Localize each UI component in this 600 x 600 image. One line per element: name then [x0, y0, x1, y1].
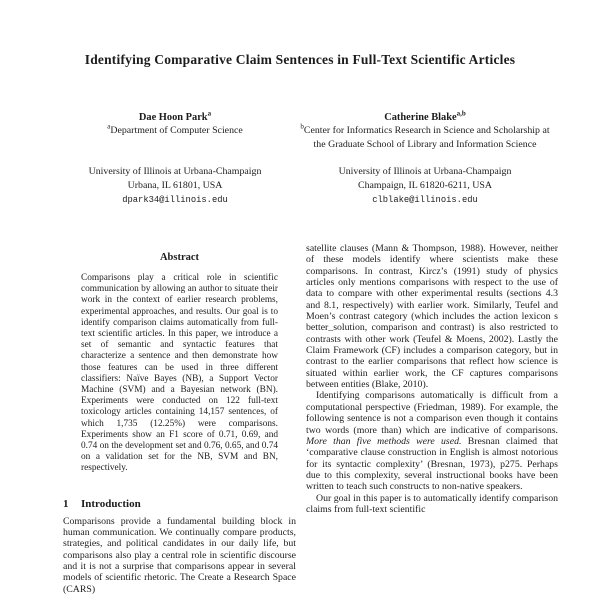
- authors-section: [0, 111, 600, 208]
- paper-title: Identifying Comparative Claim Sentences in Full-Text Scientific Articles: [84, 52, 516, 67]
- body-paragraph-1: satellite clauses (Mann & Thompson, 1988). However, neither of these models identify where scientists make these comparisons. In contrast, Kircz’s (1991) study of physics articles only mentions comparisons with respect to the use of data to compare with other experimental results (sections 4.3 and 8.1, respectively) with earlier work. Similarly, Teufel and Moen’s contrast category (which includes the action lexicon s better_solution, comparison and contrast) is also restricted to contrasts with other work (Teufel & Moens, 2002). Lastly the Claim Framework (CF) includes a comparison category, but in contrast to the earlier comparisons that reflect how science is situated within earlier work, the CF captures comparisons between entities (Blake, 2010).: [306, 243, 558, 391]
- author-name-text: Dae Hoon Park: [138, 112, 208, 123]
- author-affiliation-text: Department of Computer Science: [110, 125, 243, 137]
- section-heading-introduction: [63, 498, 296, 510]
- author-city: Urbana, IL 61801, USA: [127, 179, 223, 191]
- author-name-sup: a: [207, 109, 212, 118]
- paragraph-text: Identifying comparisons automatically is difficult from a computational perspective (Friedman, 1989). For example, the following sentence is not a comparison even though it contains two words (more than) which are indicative of comparisons.: [306, 390, 558, 436]
- author-university: University of Illinois at Urbana-Champaign: [338, 166, 512, 178]
- author-affiliation-sup: a: [107, 123, 111, 132]
- author-name-text: Catherine Blake: [384, 112, 457, 123]
- author-affiliation-text: Center for Informatics Research in Science and Scholarship at the Graduate School of Library and Information Science: [303, 125, 550, 150]
- author-name: [300, 111, 550, 124]
- author-affiliation-sup: b: [300, 123, 304, 132]
- author-affiliation: [50, 124, 300, 165]
- right-column: [306, 243, 558, 515]
- body-paragraph-3: Our goal in this paper is to automatically identify comparison claims from full-text scientific: [306, 492, 558, 515]
- section-number: 1: [63, 497, 69, 510]
- intro-paragraph: Comparisons provide a fundamental building block in human communication. We continually compare products, strategies, and political candidates in our daily life, but comparisons also play a central role in scientific discourse and it is not a surprise that comparisons appear in several models of scientific rhetoric. The Create a Research Space (CARS): [63, 515, 296, 595]
- author-name-sup: a,b: [456, 109, 466, 118]
- abstract-heading: Abstract: [159, 252, 200, 263]
- author-email: clblake@illinois.edu: [372, 195, 478, 206]
- section-title: Introduction: [81, 497, 141, 510]
- abstract-text: Comparisons play a critical role in scientific communication by allowing an author to situate their work in the context of earlier research problems, experimental approaches, and results. Our goal is to identify comparison claims automatically from full-text scientific articles. In this paper, we introduce a set of semantic and syntactic features that characterize a sentence and then demonstrate how those features can be used in three different classifiers: Naïve Bayes (NB), a Support Vector Machine (SVM) and a Bayesian network (BN). Experiments were conducted on 122 full-text toxicology articles containing 14,157 sentences, of which 1,735 (12.25%) were comparisons. Experiments show an F1 score of 0.71, 0.69, and 0.74 on the development set and 0.76, 0.65, and 0.74 on a validation set for the NB, SVM and BN, respectively.: [81, 273, 278, 474]
- author-email: dpark34@illinois.edu: [122, 195, 228, 206]
- body-paragraph-2: [306, 390, 558, 492]
- author-city: Champaign, IL 61820-6211, USA: [358, 179, 492, 191]
- left-column: [63, 246, 296, 595]
- italic-example-sentence: More than five methods were used.: [306, 435, 462, 447]
- author-block-blake: [300, 111, 550, 208]
- author-university: University of Illinois at Urbana-Champaign: [88, 166, 262, 178]
- author-affiliation: [300, 124, 550, 165]
- paragraph-text: Bresnan claimed that ‘comparative clause construction in English is almost notorious for its syntactic complexity’ (Bresnan, 1973), p275. Perhaps due to this complexity, several instructional books have been written to teach such constructs to non-native speakers.: [306, 435, 559, 493]
- author-name: [50, 111, 300, 124]
- author-block-park: [50, 111, 300, 208]
